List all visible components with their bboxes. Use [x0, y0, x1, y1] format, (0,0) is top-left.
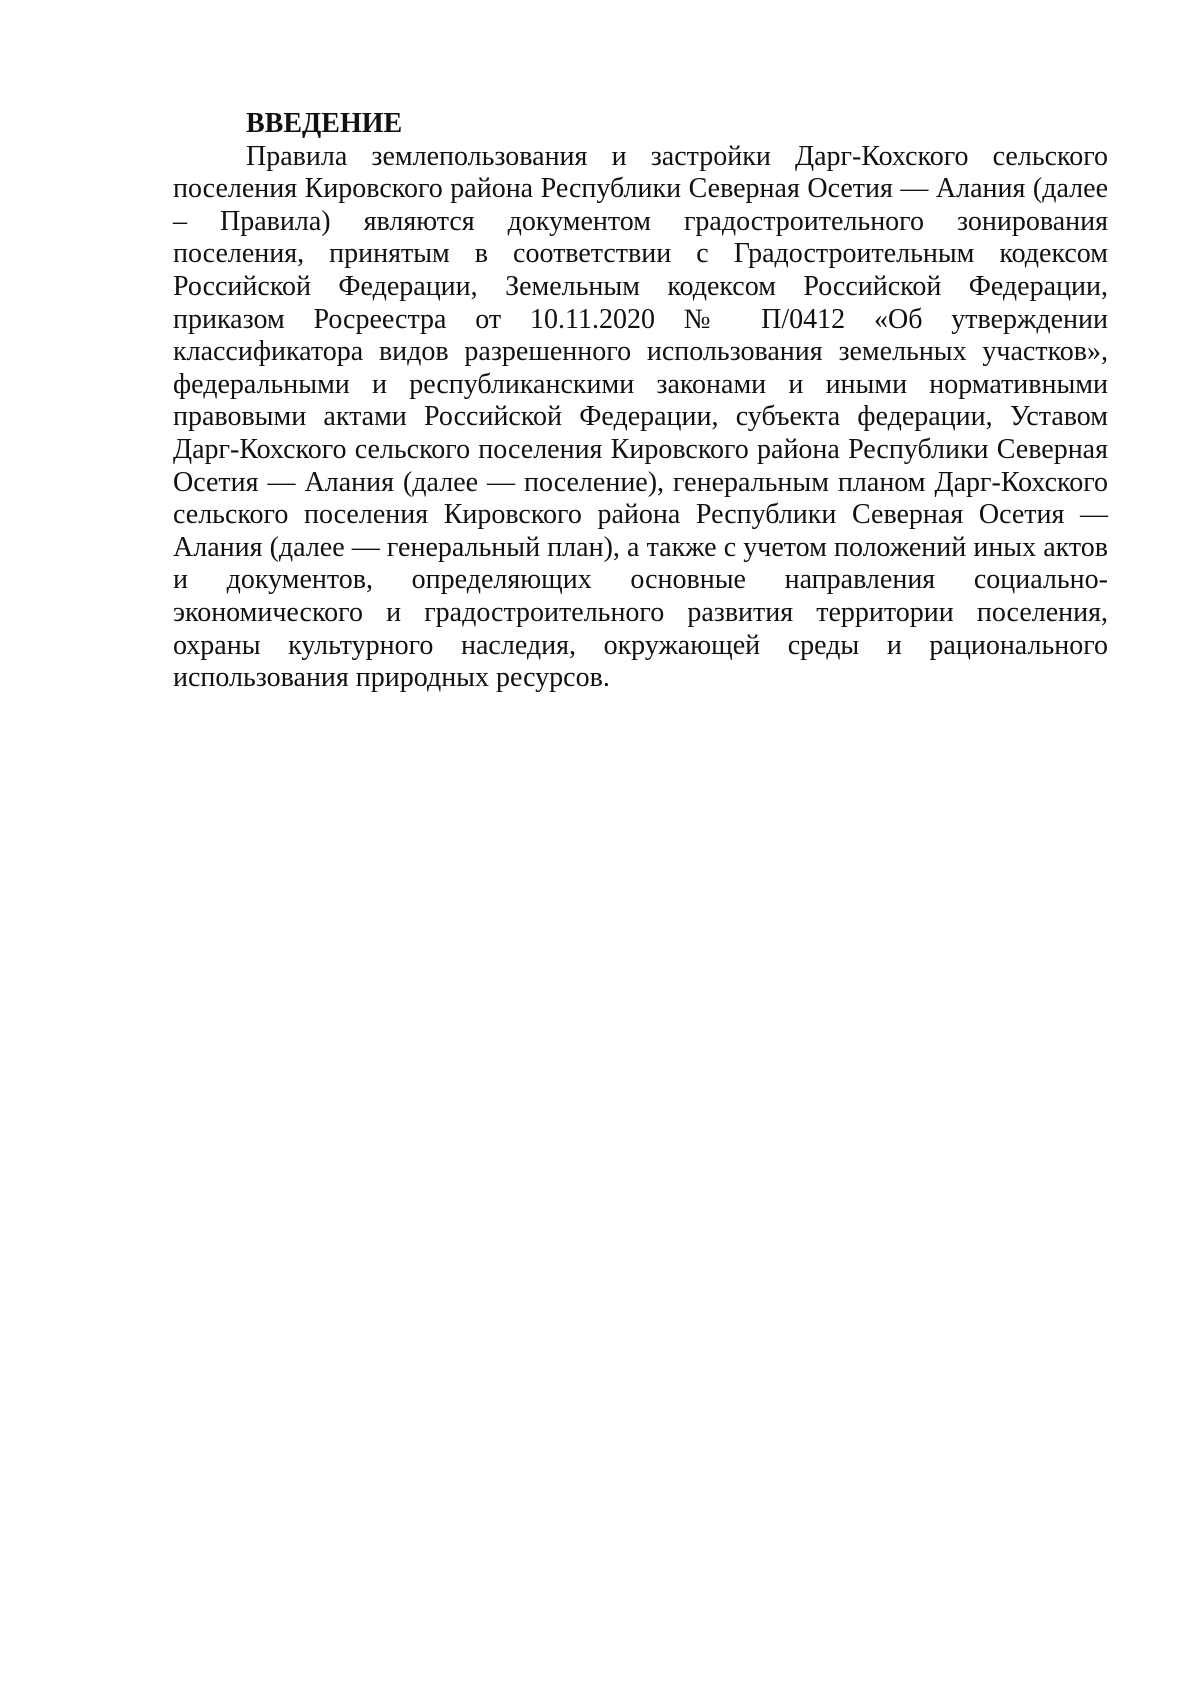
- section-heading: ВВЕДЕНИЕ: [246, 108, 403, 139]
- introduction-paragraph: Правила землепользования и застройки Дарг-Кохского сельского поселения Кировского района Республики Северная Осетия — Алания (далее – Правила) являются документом градостроительного зонирования поселения, принятым в соответствии с Градостроительным кодексом Российской Федерации, Земельным кодексом Российской Федерации, приказом Росреестра от 10.11.2020 № П/0412 «Об утверждении классификатора видов разрешенного использования земельных участков», федеральными и республиканскими законами и иными нормативными правовыми актами Российской Федерации, субъекта федерации, Уставом Дарг-Кохского сельского поселения Кировского района Республики Северная Осетия — Алания (далее — поселение), генеральным планом Дарг-Кохского сельского поселения Кировского района Республики Северная Осетия — Алания (далее — генеральный план), а также с учетом положений иных актов и документов, определяющих основные направления социально-экономического и градостроительного развития территории поселения, охраны культурного наследия, окружающей среды и рационального использования природных ресурсов.: [173, 140, 1108, 694]
- document-content: [173, 108, 1108, 695]
